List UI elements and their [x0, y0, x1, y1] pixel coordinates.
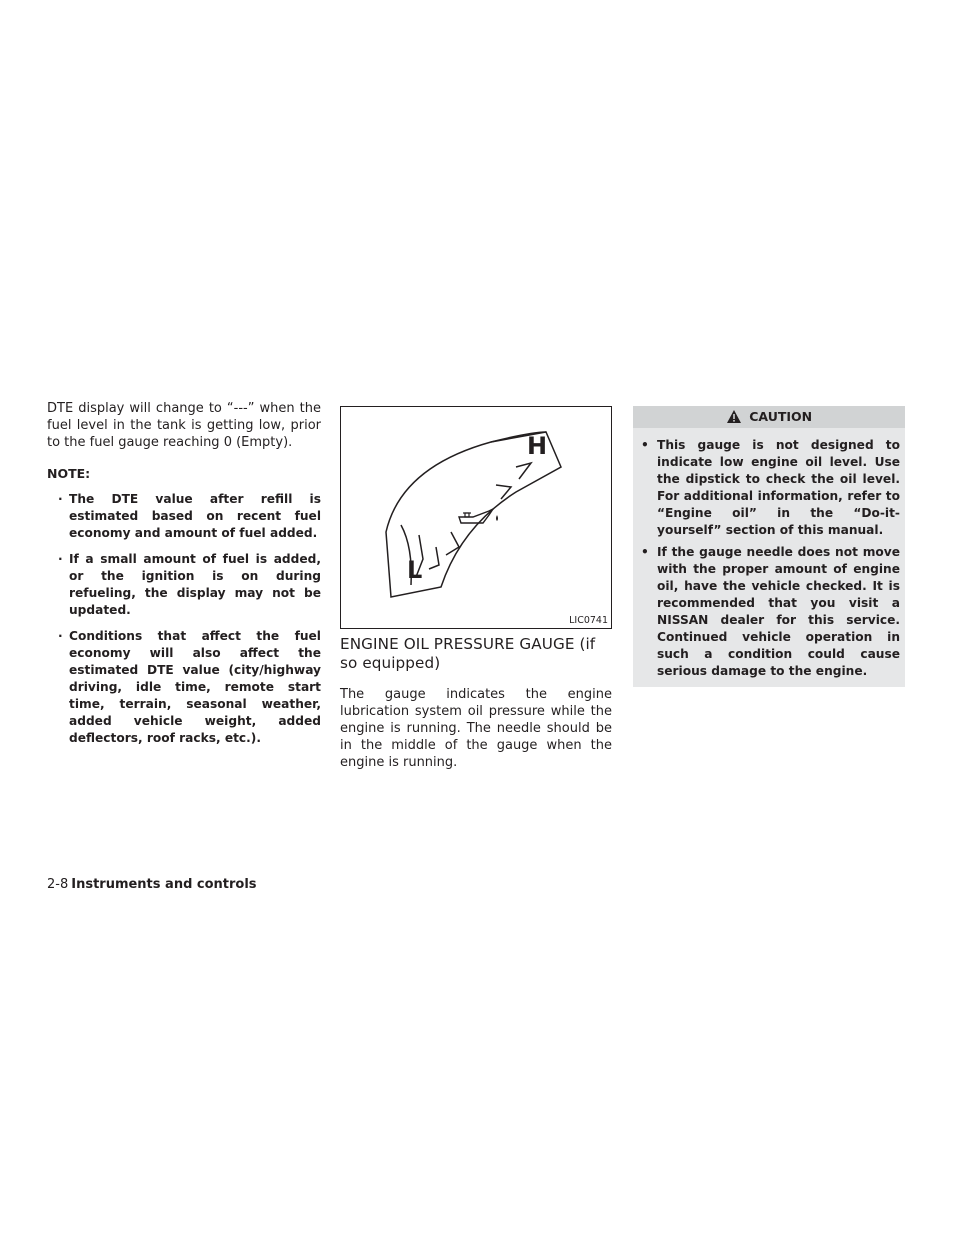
- footer-section-name: Instruments and controls: [71, 877, 257, 892]
- caution-title: CAUTION: [749, 409, 813, 424]
- bullet: •: [641, 545, 649, 559]
- bullet: ·: [58, 629, 63, 643]
- note-text: Conditions that affect the fuel economy will also affect the estimated DTE value (city/highway driving, idle time, remote start time, terrain, seasonal weather, added vehicle weight, added deflectors, roof racks, etc.).: [69, 629, 321, 745]
- right-column: [633, 400, 905, 687]
- gauge-high-label: H: [527, 432, 548, 460]
- bullet: ·: [58, 552, 63, 566]
- oil-can-icon: [459, 509, 498, 523]
- section-title: ENGINE OIL PRESSURE GAUGE (if so equipped): [340, 635, 596, 672]
- figure-code: LIC0741: [569, 615, 608, 626]
- note-label: NOTE:: [47, 466, 91, 481]
- caution-text: If the gauge needle does not move with the proper amount of engine oil, have the vehicle checked. It is recommended that you visit a NISSAN dealer for this service. Continued vehicle operation in such a condition could cause serious damage to the engine.: [657, 545, 900, 678]
- dte-intro-paragraph: DTE display will change to “---” when the fuel level in the tank is getting low, prior to the fuel gauge reaching 0 (Empty).: [47, 401, 321, 450]
- note-list: [47, 491, 321, 747]
- left-column: [47, 400, 321, 747]
- gauge-tick: [516, 463, 531, 479]
- oil-pressure-gauge-illustration: [341, 407, 611, 628]
- note-text: The DTE value after refill is estimated based on recent fuel economy and amount of fuel added.: [69, 492, 321, 540]
- note-text: If a small amount of fuel is added, or the ignition is on during refueling, the display may not be updated.: [69, 552, 321, 617]
- note-item: [47, 628, 321, 747]
- gauge-tick: [429, 547, 439, 569]
- note-item: [47, 491, 321, 542]
- page-number: 2-8: [47, 877, 69, 892]
- caution-item: [633, 437, 900, 539]
- caution-text: This gauge is not designed to indicate low engine oil level. Use the dipstick to check the oil level. For additional information, refer to “Engine oil” in the “Do-it-yourself” section of this manual.: [657, 438, 900, 537]
- bullet: ·: [58, 492, 63, 506]
- bullet: •: [641, 438, 649, 452]
- caution-list: [633, 428, 905, 687]
- page-footer: [47, 876, 257, 894]
- oil-gauge-description: The gauge indicates the engine lubrication system oil pressure while the engine is running. The needle should be in the middle of the gauge when the engine is running.: [340, 687, 612, 770]
- middle-column: [340, 400, 612, 771]
- caution-box: [633, 406, 905, 687]
- caution-item: [633, 544, 900, 680]
- note-item: [47, 551, 321, 619]
- gauge-low-label: L: [407, 556, 423, 584]
- caution-header: [633, 406, 905, 428]
- oil-pressure-gauge-figure: [340, 406, 612, 629]
- warning-triangle-icon: [726, 409, 742, 431]
